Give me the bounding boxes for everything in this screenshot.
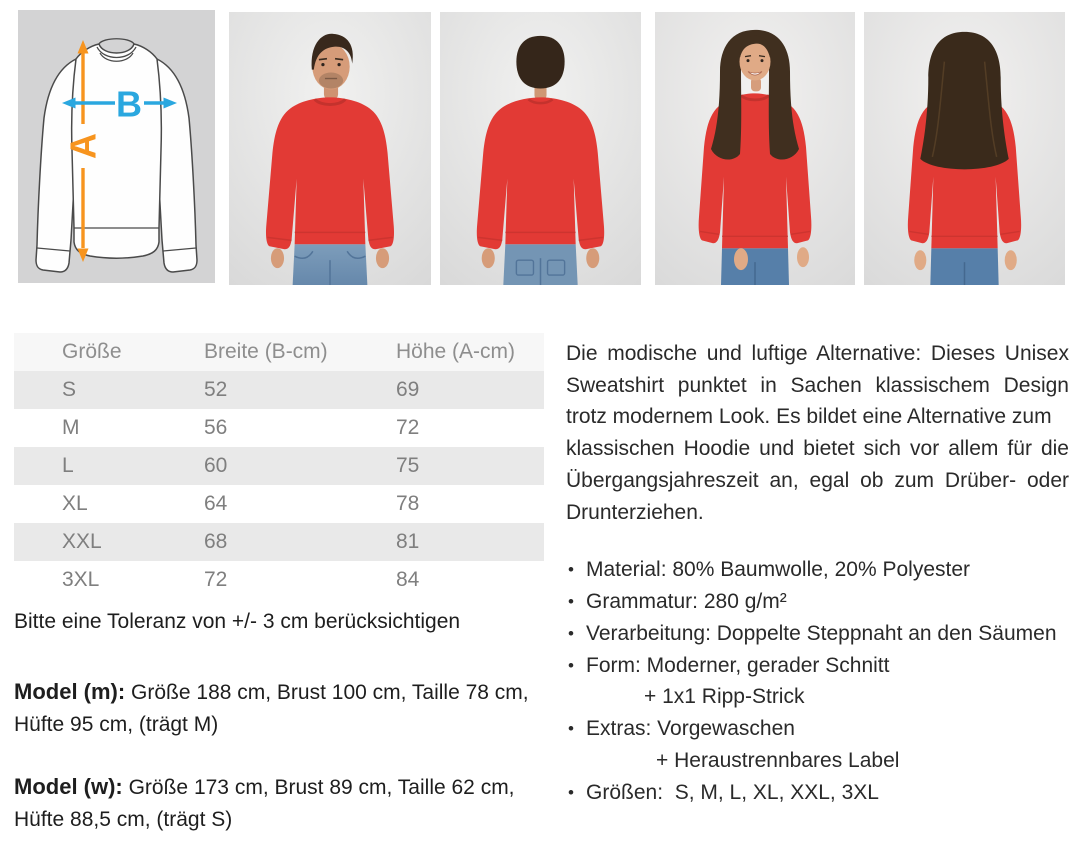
size-cell: M — [62, 416, 80, 439]
size-cell: 75 — [396, 447, 544, 485]
male-front-illustration — [229, 12, 431, 285]
feature-groessen — [566, 777, 1069, 809]
feature-extras — [566, 713, 1069, 777]
feature-text: Größen: S, M, L, XL, XXL, 3XL — [586, 780, 879, 804]
model-info-male — [14, 676, 549, 741]
female-front-illustration — [655, 12, 855, 285]
feature-extras-continuation: + Heraustrennbares Label — [656, 749, 900, 772]
size-cell: 52 — [204, 371, 396, 409]
size-cell: 72 — [396, 416, 420, 439]
feature-form-continuation: + 1x1 Ripp-Strick — [644, 685, 805, 709]
size-cell: S — [14, 371, 204, 409]
size-row-3xl — [14, 561, 544, 599]
size-cell: 56 — [204, 416, 228, 439]
model-info-female — [14, 771, 549, 836]
size-row-xxl — [14, 523, 544, 561]
model-info-female-text: Größe 173 cm, Brust 89 cm, Taille 62 cm, Hüfte 88,5 cm, (trägt S) — [14, 776, 515, 831]
feature-verarbeitung — [566, 618, 1069, 650]
feature-text: Form: Moderner, gerader Schnitt — [586, 653, 890, 677]
product-photo-male-back[interactable] — [440, 12, 641, 285]
size-cell: L — [14, 447, 204, 485]
feature-text: Extras: Vorgewaschen — [586, 717, 795, 741]
col-header-hoehe: Höhe (A-cm) — [396, 333, 544, 371]
measure-label-b: B — [116, 83, 142, 125]
description-line-1: Die modische und luftige Alternative: Dieses Unisex Sweatshirt punktet in Sachen klassischem Design trotz modernem Look. Es bildet eine Alternative zum — [566, 342, 1069, 429]
tolerance-note: Bitte eine Toleranz von +/- 3 cm berücksichtigen — [14, 610, 461, 633]
product-description — [566, 338, 1069, 528]
description-line-2: klassischen Hoodie und bietet sich vor allem für die Übergangsjahreszeit an, egal ob zum Drüber- oder Drunterziehen. — [566, 437, 1069, 524]
size-table — [14, 333, 544, 599]
col-header-groesse: Größe — [14, 333, 204, 371]
size-cell: 72 — [204, 568, 228, 591]
size-cell: 68 — [204, 523, 396, 561]
size-cell: 81 — [396, 523, 544, 561]
size-cell: 60 — [204, 447, 396, 485]
feature-list — [566, 554, 1069, 808]
product-description-column — [566, 338, 1069, 809]
male-back-illustration — [440, 12, 641, 285]
col-header-breite: Breite (B-cm) — [204, 333, 396, 371]
size-cell: 64 — [204, 492, 228, 515]
size-row-s — [14, 371, 544, 409]
product-photo-female-back[interactable] — [864, 12, 1065, 285]
model-info-male-label: Model (m): — [14, 679, 126, 704]
size-row-l — [14, 447, 544, 485]
feature-text: Material: 80% Baumwolle, 20% Polyester — [586, 558, 971, 582]
measure-label-a: A — [62, 133, 104, 159]
size-cell: 84 — [396, 568, 420, 591]
size-cell: 78 — [396, 492, 420, 515]
size-row-m — [14, 409, 544, 447]
feature-text: Verarbeitung: Doppelte Steppnaht an den Säumen — [586, 621, 1057, 645]
size-row-xl — [14, 485, 544, 523]
feature-grammatur — [566, 586, 1069, 618]
feature-material — [566, 554, 1069, 586]
size-cell: 3XL — [62, 568, 100, 591]
size-table-header-row — [14, 333, 544, 371]
size-diagram-illustration — [18, 10, 215, 283]
size-cell: XL — [62, 492, 88, 515]
size-cell: XXL — [14, 523, 204, 561]
product-photo-female-front[interactable] — [655, 12, 855, 285]
model-info-male-text: Größe 188 cm, Brust 100 cm, Taille 78 cm, Hüfte 95 cm, (trägt M) — [14, 681, 529, 736]
female-back-illustration — [864, 12, 1065, 285]
feature-form — [566, 650, 1069, 714]
feature-text: Grammatur: 280 g/m² — [586, 590, 787, 614]
size-info-column — [14, 333, 544, 836]
size-diagram-image[interactable] — [18, 10, 215, 283]
product-photo-male-front[interactable] — [229, 12, 431, 285]
size-cell: 69 — [396, 371, 544, 409]
model-info-female-label: Model (w): — [14, 774, 123, 799]
